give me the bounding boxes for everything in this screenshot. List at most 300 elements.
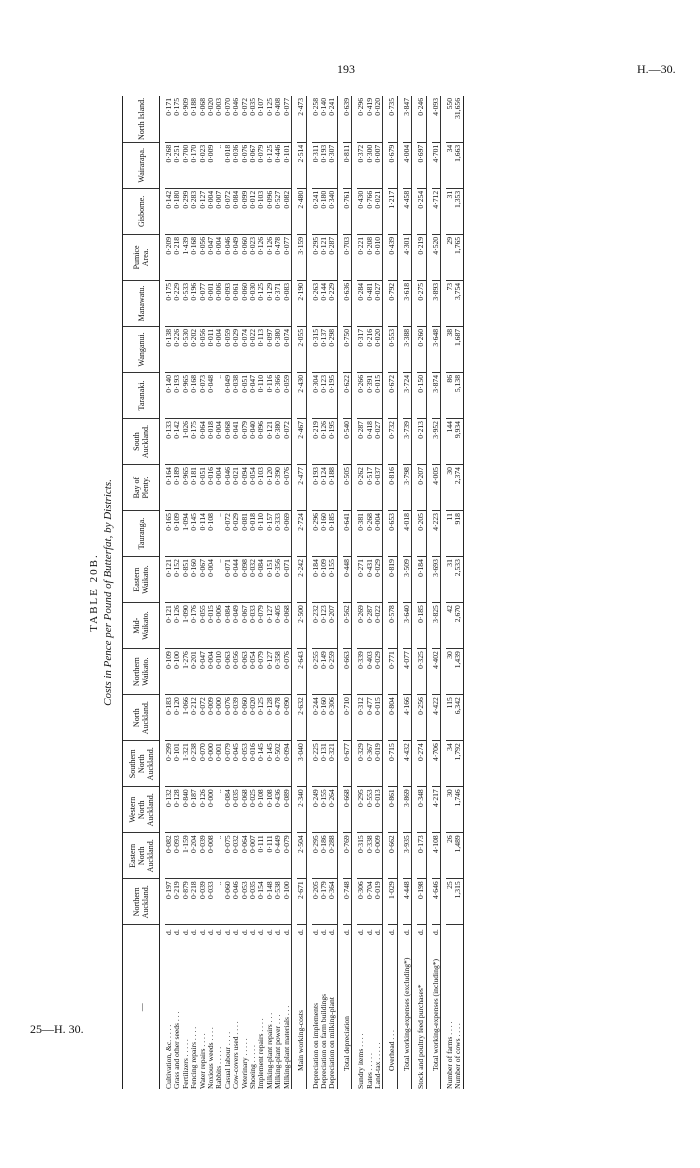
row-label: Stock and poultry feed purchases* xyxy=(416,984,426,1089)
table-cell: 0·100 xyxy=(283,879,292,925)
table-cell: 0·284 xyxy=(357,280,365,326)
table-cell: 0·283 xyxy=(190,188,198,234)
table-cell: 0·184 xyxy=(312,557,320,603)
table-cell: 0·221 xyxy=(357,234,365,280)
table-cell: 0·048 xyxy=(207,372,215,418)
table-cell: 0·103 xyxy=(257,188,265,234)
table-cell: 0·125 xyxy=(257,695,265,741)
table-cell: 0·009 xyxy=(207,142,215,188)
table-cell: 0·084 xyxy=(224,603,232,649)
table-cell: 0·229 xyxy=(328,280,337,326)
table-cell: 0·299 xyxy=(182,188,190,234)
row-label: Milking-plant materials . . . xyxy=(281,1005,291,1089)
table-cell: 0·020 xyxy=(374,326,383,372)
table-cell: 0·023 xyxy=(199,142,207,188)
table-cell: 0·391 xyxy=(366,372,374,418)
table-cell: 0·205 xyxy=(417,511,426,557)
table-cell: 0·274 xyxy=(417,741,426,787)
row-label: Rabbits . . . . . xyxy=(214,1046,224,1089)
table-cell: 0·029 xyxy=(374,649,383,695)
table-cell: 0·094 xyxy=(241,465,249,511)
table-cell: 1,315 xyxy=(454,879,463,925)
table-cell: 0·025 xyxy=(249,787,257,833)
table-cell: 0·044 xyxy=(232,557,240,603)
table-cell: 0·148 xyxy=(266,879,274,925)
column-header: Wairarapa. xyxy=(123,142,160,188)
table-cell: 29 xyxy=(446,234,454,280)
table-cell: 115 xyxy=(446,695,454,741)
table-cell: 0·093 xyxy=(173,833,181,879)
table-cell: 1,489 xyxy=(454,833,463,879)
table-cell: 2·477 xyxy=(297,465,306,511)
table-cell: 0·125 xyxy=(257,280,265,326)
table-cell: 0·040 xyxy=(249,419,257,465)
table-cell: 1,353 xyxy=(454,188,463,234)
table-cell: 0·004 xyxy=(215,465,223,511)
table-cell: 0·145 xyxy=(190,511,198,557)
table-row xyxy=(388,96,397,1089)
table-cell: 0·046 xyxy=(232,879,240,925)
table-cell: 0·121 xyxy=(266,419,274,465)
row-unit: d. xyxy=(430,929,440,935)
table-cell: 0·000 xyxy=(207,787,215,833)
table-cell: 0·448 xyxy=(343,557,352,603)
table-cell: 0·173 xyxy=(417,833,426,879)
table-cell: 0·000 xyxy=(215,695,223,741)
table-cell: 0·067 xyxy=(249,142,257,188)
table-cell: 0·295 xyxy=(312,234,320,280)
table-cell: 0·137 xyxy=(320,326,328,372)
table-cell: 0·021 xyxy=(232,465,240,511)
table-cell: 0·108 xyxy=(257,787,265,833)
table-cell: 0·047 xyxy=(199,649,207,695)
table-cell: 0·171 xyxy=(165,96,173,142)
table-cell: 2,670 xyxy=(454,603,463,649)
row-unit: d. xyxy=(264,929,274,935)
table-row xyxy=(454,96,463,1089)
table-cell: 4·448 xyxy=(403,879,412,925)
table-cell: 0·168 xyxy=(190,234,198,280)
table-cell: 0·371 xyxy=(274,280,282,326)
row-label: Implement repairs . . . . xyxy=(256,1018,266,1089)
table-cell: 2,533 xyxy=(454,557,463,603)
table-cell: 0·020 xyxy=(374,96,383,142)
column-header: Southern North Auckland. xyxy=(123,741,160,787)
table-cell: 0·715 xyxy=(388,741,397,787)
table-cell: 0·113 xyxy=(257,326,265,372)
row-label: Veterinary . . . . . xyxy=(239,1038,249,1089)
table-cell: 0·072 xyxy=(224,188,232,234)
table-cell: 0·155 xyxy=(320,787,328,833)
table-cell: 0·340 xyxy=(328,188,337,234)
table-cell: 1,765 xyxy=(454,234,463,280)
table-cell: 0·082 xyxy=(283,188,292,234)
column-header: Eastern Waikato. xyxy=(123,557,160,603)
table-cell: 4·005 xyxy=(432,465,441,511)
table-cell: 0·126 xyxy=(320,419,328,465)
table-cell: 0·517 xyxy=(366,465,374,511)
table-cell: 0·079 xyxy=(224,741,232,787)
table-cell: 4·520 xyxy=(432,234,441,280)
table-cell: 0·046 xyxy=(232,96,240,142)
table-cell: 0·123 xyxy=(320,372,328,418)
row-label: Number of cows . . . . xyxy=(454,939,463,1089)
table-cell: 0·256 xyxy=(417,695,426,741)
table-cell: 0·418 xyxy=(366,419,374,465)
table-cell: 0·001 xyxy=(207,280,215,326)
table-cell: 3·739 xyxy=(403,419,412,465)
table-cell: 0·056 xyxy=(232,649,240,695)
table-cell: 0·338 xyxy=(366,833,374,879)
table-cell: 0·029 xyxy=(232,326,240,372)
table-cell: 0·149 xyxy=(320,649,328,695)
table-cell: 0·366 xyxy=(274,372,282,418)
table-cell: 0·170 xyxy=(190,142,198,188)
table-cell: 0·431 xyxy=(366,557,374,603)
table-cell: 2·504 xyxy=(297,833,306,879)
table-cell: 4·646 xyxy=(432,879,441,925)
table-cell: 0·037 xyxy=(374,465,383,511)
table-cell: 0·018 xyxy=(249,511,257,557)
table-cell: 2·671 xyxy=(297,879,306,925)
table-cell: 0·059 xyxy=(224,326,232,372)
table-cell: 0·193 xyxy=(312,465,320,511)
table-cell: 0·212 xyxy=(190,695,198,741)
page-number: 193 xyxy=(337,62,355,76)
table-cell: 4·402 xyxy=(432,649,441,695)
table-cell: 3·869 xyxy=(403,787,412,833)
table-cell: 0·436 xyxy=(274,787,282,833)
table-cell: 0·703 xyxy=(343,234,352,280)
table-row xyxy=(343,96,352,1089)
table-cell: 0·477 xyxy=(366,695,374,741)
table-cell: 0·254 xyxy=(417,188,426,234)
table-cell: 2,374 xyxy=(454,465,463,511)
table-cell: 3·040 xyxy=(297,741,306,787)
table-cell: 0·219 xyxy=(173,879,181,925)
column-header: Gisborne. xyxy=(123,188,160,234)
row-unit: d. xyxy=(387,929,397,935)
table-cell: 0·187 xyxy=(190,787,198,833)
table-row xyxy=(283,96,292,1089)
table-cell: 0·019 xyxy=(374,879,383,925)
table-cell: 0·208 xyxy=(366,234,374,280)
table-cell: 0·103 xyxy=(257,465,265,511)
row-label: Main working-costs xyxy=(296,1010,306,1071)
table-cell: 0·053 xyxy=(241,879,249,925)
table-cell: 0·198 xyxy=(417,879,426,925)
table-cell: 0·007 xyxy=(249,833,257,879)
row-unit: d. xyxy=(239,929,249,935)
table-cell: 0·700 xyxy=(182,142,190,188)
table-cell: 0·164 xyxy=(165,465,173,511)
table-cell: 0·672 xyxy=(388,372,397,418)
table-cell: 0·032 xyxy=(249,557,257,603)
table-cell: 1·321 xyxy=(182,741,190,787)
table-cell: 0·653 xyxy=(388,511,397,557)
table-cell: 0·068 xyxy=(283,603,292,649)
table-cell: 0·175 xyxy=(190,419,198,465)
table-cell: 0·045 xyxy=(232,741,240,787)
table-cell: 2·500 xyxy=(297,603,306,649)
table-cell: 0·131 xyxy=(320,741,328,787)
table-cell: 4·093 xyxy=(432,96,441,142)
row-unit: d. xyxy=(231,929,241,935)
row-unit xyxy=(446,925,454,939)
table-cell: 0·189 xyxy=(173,465,181,511)
table-cell: 0·259 xyxy=(328,649,337,695)
table-cell: 0·127 xyxy=(199,188,207,234)
table-cell: 0·073 xyxy=(199,372,207,418)
table-cell: 0·184 xyxy=(417,557,426,603)
table-cell: 0·750 xyxy=(343,326,352,372)
table-cell: 0·079 xyxy=(257,142,265,188)
table-cell: 0·096 xyxy=(257,419,265,465)
table-cell: 0·160 xyxy=(320,511,328,557)
table-cell: 0·348 xyxy=(417,787,426,833)
table-cell: 0·179 xyxy=(320,879,328,925)
table-cell: 0·020 xyxy=(207,96,215,142)
table-cell: 0·197 xyxy=(165,879,173,925)
table-cell: 38 xyxy=(446,326,454,372)
table-cell: 0·056 xyxy=(199,326,207,372)
table-cell: 0·121 xyxy=(165,603,173,649)
cost-table xyxy=(122,96,464,1089)
table-cell: 0·036 xyxy=(232,142,240,188)
table-cell: 0·218 xyxy=(190,879,198,925)
table-cell: 11 xyxy=(446,511,454,557)
table-cell: 0·275 xyxy=(417,280,426,326)
table-cell: 0·072 xyxy=(283,419,292,465)
row-label: Rates . . . . . xyxy=(364,1053,374,1089)
table-cell: 3·825 xyxy=(432,603,441,649)
table-cell: 0·160 xyxy=(320,695,328,741)
table-cell: 0·367 xyxy=(366,741,374,787)
table-cell: 0·070 xyxy=(199,741,207,787)
row-label: Overhead . . . xyxy=(387,1030,397,1071)
table-cell: 1·026 xyxy=(182,419,190,465)
table-cell: 0·129 xyxy=(266,280,274,326)
table-cell: 0·027 xyxy=(374,280,383,326)
table-cell: .. xyxy=(215,142,223,188)
table-cell: 0·333 xyxy=(274,511,282,557)
column-header: North Auckland. xyxy=(123,695,160,741)
table-cell: 0·128 xyxy=(173,787,181,833)
table-cell: 1·029 xyxy=(388,879,397,925)
table-cell: 0·054 xyxy=(249,649,257,695)
row-unit: d. xyxy=(164,929,173,935)
table-cell: 0·109 xyxy=(320,557,328,603)
table-cell: 0·051 xyxy=(241,372,249,418)
row-unit: d. xyxy=(296,929,306,935)
table-cell: 0·033 xyxy=(249,603,257,649)
table-cell: 3·388 xyxy=(403,326,412,372)
table-cell: 1,687 xyxy=(454,326,463,372)
table-cell: 0·405 xyxy=(274,603,282,649)
table-cell: 0·287 xyxy=(328,234,337,280)
table-cell: 0·015 xyxy=(374,695,383,741)
table-cell: 0·142 xyxy=(165,188,173,234)
table-cell: 2·340 xyxy=(297,787,306,833)
table-cell: 0·449 xyxy=(274,833,282,879)
table-cell: 0·084 xyxy=(257,557,265,603)
table-cell: 0·312 xyxy=(357,695,365,741)
table-cell: 0·232 xyxy=(312,603,320,649)
table-cell: 0·140 xyxy=(320,96,328,142)
table-cell: 0·622 xyxy=(343,372,352,418)
table-cell: 0·060 xyxy=(224,879,232,925)
row-unit: d. xyxy=(372,929,382,935)
table-cell: 0·056 xyxy=(199,234,207,280)
table-cell: 0·306 xyxy=(357,879,365,925)
row-unit: d. xyxy=(401,929,411,935)
table-cell: 0·071 xyxy=(283,557,292,603)
table-cell: 3·693 xyxy=(432,557,441,603)
table-cell: 0·053 xyxy=(241,741,249,787)
table-number: TABLE 20B. xyxy=(88,553,100,632)
row-label: Water repairs . . . . xyxy=(197,1033,207,1089)
table-cell: 0·209 xyxy=(165,234,173,280)
table-cell: 2·473 xyxy=(297,96,306,142)
table-cell: 0·070 xyxy=(224,96,232,142)
table-cell: 0·201 xyxy=(190,649,198,695)
table-cell: 0·271 xyxy=(357,557,365,603)
table-cell: 34 xyxy=(446,142,454,188)
table-cell: 3·952 xyxy=(432,419,441,465)
table-cell: 30 xyxy=(446,787,454,833)
table-cell: 0·263 xyxy=(312,280,320,326)
row-unit: d. xyxy=(180,929,190,935)
table-cell: 0·084 xyxy=(232,188,240,234)
table-cell: 0·063 xyxy=(224,649,232,695)
table-cell: 0·527 xyxy=(274,188,282,234)
row-label: Fencing repairs . . . . xyxy=(189,1026,199,1089)
table-cell: 0·287 xyxy=(357,419,365,465)
table-cell: 918 xyxy=(454,511,463,557)
row-unit: d. xyxy=(281,929,291,935)
table-cell: 0·965 xyxy=(182,465,190,511)
table-cell: 34 xyxy=(446,741,454,787)
table-cell: 0·540 xyxy=(343,419,352,465)
table-cell: 4·004 xyxy=(403,142,412,188)
table-cell: 0·047 xyxy=(207,234,215,280)
table-cell: 0·317 xyxy=(357,326,365,372)
table-cell: 0·121 xyxy=(165,557,173,603)
table-cell: 0·027 xyxy=(374,419,383,465)
table-cell: 0·075 xyxy=(224,833,232,879)
table-cell: 0·288 xyxy=(328,833,337,879)
table-cell: 0·213 xyxy=(417,419,426,465)
table-cell: 0·207 xyxy=(417,465,426,511)
table-cell: 0·205 xyxy=(312,879,320,925)
table-cell: 3,754 xyxy=(454,280,463,326)
row-label: Total working-expenses (excluding*) xyxy=(401,957,411,1071)
table-cell: 0·202 xyxy=(190,326,198,372)
table-cell: 0·107 xyxy=(257,96,265,142)
table-cell: 0·060 xyxy=(241,234,249,280)
table-cell: 0·018 xyxy=(224,142,232,188)
table-cell: 0·046 xyxy=(224,465,232,511)
table-cell: 0·176 xyxy=(190,603,198,649)
table-cell: 0·061 xyxy=(232,280,240,326)
table-cell: 0·307 xyxy=(328,142,337,188)
table-cell: 0·380 xyxy=(274,419,282,465)
table-cell: 0·006 xyxy=(215,603,223,649)
table-cell: 0·255 xyxy=(312,649,320,695)
table-cell: 4·217 xyxy=(432,787,441,833)
table-cell: 0·076 xyxy=(224,695,232,741)
table-cell: 0·120 xyxy=(266,465,274,511)
table-cell: 0·020 xyxy=(249,695,257,741)
table-cell: 0·380 xyxy=(274,326,282,372)
table-cell: 0·068 xyxy=(241,787,249,833)
table-cell: 0·840 xyxy=(182,787,190,833)
table-cell: 1·094 xyxy=(182,511,190,557)
header-blank: — xyxy=(123,925,160,1089)
table-cell: 73 xyxy=(446,280,454,326)
table-cell: 30 xyxy=(446,465,454,511)
table-cell: 0·145 xyxy=(257,741,265,787)
table-cell: 0·047 xyxy=(249,372,257,418)
table-cell: 0·679 xyxy=(388,142,397,188)
table-cell: 0·055 xyxy=(199,603,207,649)
table-cell: 0·096 xyxy=(266,188,274,234)
table-cell: 0·110 xyxy=(257,511,265,557)
table-cell: 0·011 xyxy=(207,326,215,372)
row-label: Total depreciation xyxy=(341,1016,351,1071)
table-cell: 0·636 xyxy=(343,280,352,326)
column-header: Pumice Area. xyxy=(123,234,160,280)
table-cell: 0·662 xyxy=(388,833,397,879)
table-cell: 2·480 xyxy=(297,188,306,234)
table-cell: 0·175 xyxy=(173,96,181,142)
table-cell: 0·111 xyxy=(266,833,274,879)
table-cell: 0·819 xyxy=(388,557,397,603)
table-cell: 0·128 xyxy=(266,695,274,741)
table-cell: 0·126 xyxy=(266,234,274,280)
table-cell: 0·083 xyxy=(283,280,292,326)
table-cell: 0·481 xyxy=(366,280,374,326)
row-label: Depreciation on milking-plant xyxy=(327,997,337,1089)
column-header: South Auckland. xyxy=(123,419,160,465)
table-cell: 0·109 xyxy=(173,511,181,557)
table-cell: .. xyxy=(215,833,223,879)
table-cell: 0·023 xyxy=(249,234,257,280)
table-cell: 0·298 xyxy=(328,326,337,372)
table-cell: 0·478 xyxy=(274,234,282,280)
table-cell: .. xyxy=(215,879,223,925)
table-cell: 0·019 xyxy=(374,741,383,787)
table-cell: 0·295 xyxy=(357,787,365,833)
table-cell: 0·123 xyxy=(320,603,328,649)
table-cell: 0·553 xyxy=(366,787,374,833)
table-cell: 0·246 xyxy=(417,96,426,142)
table-cell: 0·533 xyxy=(182,280,190,326)
table-cell: 0·009 xyxy=(207,695,215,741)
table-cell: 0·097 xyxy=(266,326,274,372)
table-cell: 0·430 xyxy=(357,188,365,234)
table-cell: 0·188 xyxy=(190,96,198,142)
table-cell: 0·132 xyxy=(165,787,173,833)
table-cell: 5,138 xyxy=(454,372,463,418)
row-unit: d. xyxy=(189,929,199,935)
table-cell: 0·004 xyxy=(215,326,223,372)
table-cell: 0·266 xyxy=(357,372,365,418)
table-cell: 0·258 xyxy=(312,96,320,142)
table-cell: 0·811 xyxy=(343,142,352,188)
table-cell: 0·069 xyxy=(283,511,292,557)
table-cell: 0·100 xyxy=(173,649,181,695)
